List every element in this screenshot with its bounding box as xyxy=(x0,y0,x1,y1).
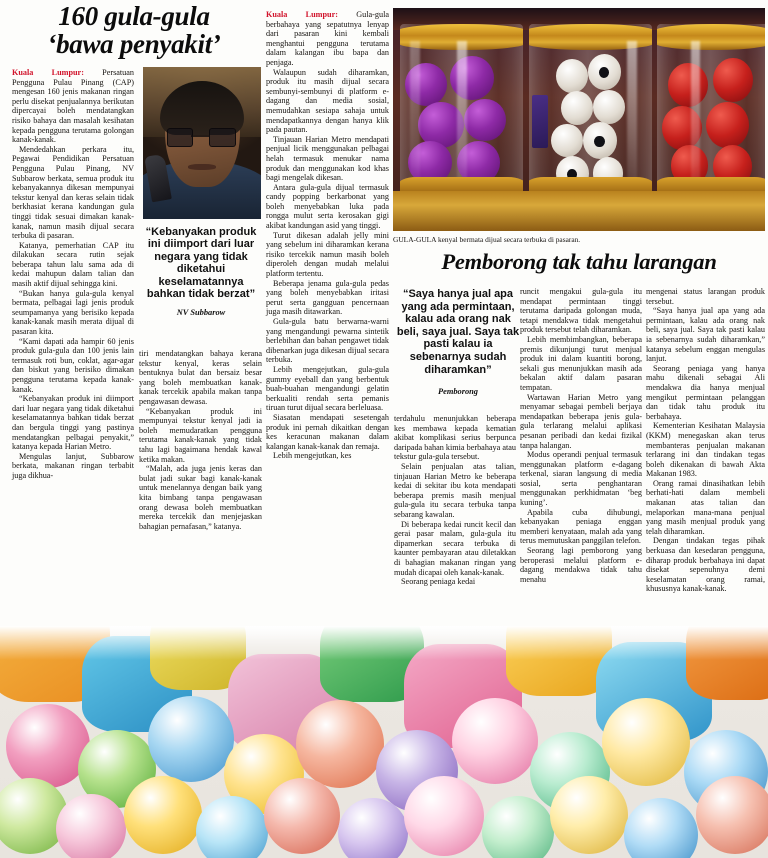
candy-piece xyxy=(452,698,538,784)
paragraph: tiri mendatangkan bahaya kerana tekstur kenyal, keras selain bentuknya bulat dan bersaiz besar yang boleh membuatkan kanak-kanak tercekik apabila makan tanpa pengawasan dewasa. xyxy=(139,349,262,406)
paragraph: Lebih mengejutkan, gula-gula gummy eyeball dan yang berbentuk buah-buahan mengandungi gelatin berkualiti rendah serta pemanis tiruan turut dijual secara berleluasa. xyxy=(266,364,389,413)
paragraph: Apabila cuba dihubungi, kebanyakan peniaga enggan memberi kenyataan, malah ada yang terus memutuskan panggilan telefon. xyxy=(520,507,642,546)
pull-quote-attribution: Pemborong xyxy=(437,387,478,397)
candy-piece xyxy=(602,698,690,786)
story-one-column-2 xyxy=(139,349,262,531)
paragraph: Gula-gula batu berwarna-warni yang mengandungi pewarna sintetik berlebihan dan bahan pengawet tidak dibenarkan juga dikesan dijual secara terbuka. xyxy=(266,317,389,365)
candy-piece xyxy=(404,776,484,856)
paragraph: Seorang lagi pemborong yang beroperasi melalui platform e-dagang mendakwa tidak tahu menahu xyxy=(520,546,642,584)
dateline: Kuala Lumpur: xyxy=(12,68,84,77)
candy-piece xyxy=(551,124,583,158)
paragraph: “Saya hanya jual apa yang ada permintaan, kalau ada orang nak beli, saya jual. Saya tak pasti kalau ia sebenarnya sudah diharamkan,” katanya sebelum enggan mengulas lanjut. xyxy=(646,306,765,364)
story-two-column-1 xyxy=(394,414,516,587)
paragraph: Mendedahkan perkara itu, Pegawai Pendidikan Persatuan Pengguna Pulau Pinang, NV Subbarow berkata, semua produk itu kebanyakannya dikesan mempunyai tekstur kenyal dan keras selain tidak berkhasiat kerana kandungan gula tinggi tidak sesuai dimakan kanak-kanak, namun masih dijual secara terbuka di pasaran. xyxy=(12,144,134,241)
paragraph: Lebih membimbangkan, beberapa premis dikunjungi turut menjual produk ini dalam kuantiti borong, sekali gus menunjukkan masih ada bekalan aktif dalam pasaran tempatan. xyxy=(520,334,642,392)
candy-piece xyxy=(561,91,593,125)
paragraph: Dengan tindakan tegas pihak berkuasa dan kesedaran pengguna, diharap produk berbahaya ini dapat disekat sepenuhnya demi keselamatan orang ramai, khususnya kanak-kanak. xyxy=(646,536,765,594)
jar-glare xyxy=(410,41,420,184)
portrait-glasses-left-lens xyxy=(167,128,194,147)
candy-piece xyxy=(624,798,698,858)
candy-piece xyxy=(550,776,628,854)
paragraph: Seorang peniaga kedai xyxy=(401,577,476,587)
candy-piece xyxy=(668,63,708,108)
bottom-candy-photo xyxy=(0,626,768,858)
paragraph: Katanya, pemerhatian CAP itu dilakukan secara rutin sejak beberapa tahun lalu sama ada di kedai mahupun dalam talian dan masih aktif dijual sehingga kini. xyxy=(12,240,134,289)
candy-piece xyxy=(56,794,126,858)
pull-quote-attribution: NV Subbarow xyxy=(176,308,226,318)
candy-piece xyxy=(296,700,384,788)
dateline: Kuala Lumpur: xyxy=(266,10,338,19)
paragraph: Di beberapa kedai runcit kecil dan gerai pasar malam, gula-gula itu dipamerkan secara terbuka di kaunter pembayaran atau diletakkan di bahagian makanan ringan yang mudah dicapai oleh kanak-kanak. xyxy=(394,519,516,577)
portrait-mouth xyxy=(188,164,216,170)
paragraph: Seorang peniaga yang hanya mahu dikenali sebagai Ali mendakwa dia hanya menjual mengikut permintaan pelanggan dan tidak tahu produk itu berbahaya. xyxy=(646,363,765,421)
jar-lid xyxy=(657,24,765,51)
paragraph: Turut dikesan adalah jelly mini yang sebelum ini diharamkan kerana risiko tercekik namun masih boleh diperoleh dengan mudah melalui platform tertentu. xyxy=(266,230,389,279)
paragraph-text: Gula-gula berbahaya yang sepatutnya lenyap dari pasaran kini kembali menghantui pengguna terutama dalam kalangan ibu bapa dan penjaga. xyxy=(266,10,389,67)
paragraph: “Bukan hanya gula-gula kenyal bermata, pelbagai lagi jenis produk seumpamanya yang berisiko kepada kanak-kanak masih merata dijual di pasaran kita. xyxy=(12,288,134,337)
candy-piece xyxy=(464,99,506,142)
candy-piece xyxy=(706,102,748,148)
pull-quote-text: “Saya hanya jual apa yang ada permintaan, kalau ada orang nak beli, saya jual. Saya tak pasti kalau ia sebenarnya sudah diharamkan” xyxy=(396,288,520,376)
paragraph: Mengulas lanjut, Subbarow berkata, makanan ringan terbabit juga dikhua- xyxy=(12,451,134,480)
paragraph: terdahulu menunjukkan beberapa kes membawa kepada kematian akibat komplikasi serius berpunca daripada bahan kimia berbahaya atau tekstur gula-gula tersebut. xyxy=(394,414,516,462)
photo-bottom-shelf xyxy=(393,191,765,231)
paragraph: runcit mengakui gula-gula itu mendapat permintaan tinggi terutama daripada golongan muda, tetapi mendakwa tidak mengetahui produk tersebut telah diharamkan. xyxy=(520,287,642,335)
candy-piece xyxy=(593,90,625,124)
paragraph: Wartawan Harian Metro yang menyamar sebagai pembeli berjaya mendapatkan beberapa jenis gula-gula terlarang melalui aplikasi pesanan peribadi dan kedai fizikal tanpa halangan. xyxy=(520,392,642,450)
eyeball-iris xyxy=(594,136,605,148)
pull-quote-pemborong xyxy=(396,288,520,399)
candy-piece xyxy=(583,122,617,159)
candy-jar-eyeball xyxy=(529,24,652,202)
eyeball-iris xyxy=(599,67,609,78)
candy-jar-purple xyxy=(400,24,523,202)
candy-piece xyxy=(264,778,340,854)
jar-glare xyxy=(457,41,467,184)
story-one-column-3 xyxy=(266,10,389,461)
paragraph: Modus operandi penjual termasuk menggunakan platform e-dagang terkenal, siaran langsung di media sosial, serta penghantaran menggunakan perkhidmatan ‘beg kuning’. xyxy=(520,450,642,508)
paragraph-with-dateline xyxy=(266,10,389,68)
paragraph: “Kami dapati ada hampir 60 jenis produk gula-gula dan 100 jenis lain termasuk roti bun, coklat, agar-agar dan biskut yang berisiko dimakan pengguna terutama kepada kanak-kanak. xyxy=(12,336,134,394)
paragraph: Lebih mengejutkan, kes xyxy=(273,451,352,461)
candy-piece xyxy=(556,59,588,93)
candy-piece xyxy=(588,54,621,90)
pull-quote-subbarow xyxy=(138,226,264,320)
story-two-column-2 xyxy=(520,287,642,584)
portrait-glasses-right-lens xyxy=(209,128,236,147)
headline-line-1: 160 gula-gula xyxy=(58,1,210,31)
eyeball-pupil xyxy=(596,65,611,81)
paragraph: Selain penjualan atas talian, tinjauan Harian Metro ke beberapa kedai di sekitar ibu kota mendapati beberapa premis masih menjual gula-gula itu secara terbuka tanpa sebarang kawalan. xyxy=(394,461,516,519)
paragraph: Walaupun sudah diharamkan, produk itu masih dijual secara sembunyi-sembunyi di platform e-dagang dan media sosial, memudahkan sesiapa sahaja untuk mendapatkannya dengan hanya klik pada pautan. xyxy=(266,67,389,135)
eyeball-pupil xyxy=(592,133,608,150)
photo-fade xyxy=(0,626,768,660)
jar-glare xyxy=(691,41,700,184)
portrait-photo-subbarow xyxy=(143,67,261,219)
candy-piece xyxy=(124,776,202,854)
page-title xyxy=(8,2,260,58)
paragraph: Kementerian Kesihatan Malaysia (KKM) menegaskan akan terus membanteras penjualan makanan terlarang ini dan tindakan tegas boleh dikenakan di bawah Akta Makanan 1983. xyxy=(646,421,765,479)
paragraph: “Malah, ada juga jenis keras dan bulat jadi sukar bagi kanak-kanak untuk menelannya dengan baik yang kita bimbang tanpa pengawasan orang dewasa boleh membuatkan mereka tercekik dan menjejaskan bahagian pernafasan,” katanya. xyxy=(139,464,262,531)
headline-line-2: ‘bawa penyakit’ xyxy=(47,29,221,59)
paragraph: “Kebanyakan produk ini mempunyai tekstur kenyal jadi ia boleh memudaratkan pengguna terutama kanak-kanak yang tidak tahu lagi bagaimana hendak kawal ketika makan. xyxy=(139,406,262,464)
candy-piece xyxy=(713,58,753,103)
portrait-glasses-bridge xyxy=(191,135,209,137)
candy-piece xyxy=(148,696,234,782)
story-two-column-3 xyxy=(646,287,765,594)
paragraph: Antara gula-gula dijual termasuk candy popping berkarbonat yang boleh menyebabkan luka pada rongga mulut serta kerosakan gigi akibat kandungan asid yang tinggi. xyxy=(266,182,389,231)
photo-caption-jars: GULA-GULA kenyal bermata dijual secara terbuka di pasaran. xyxy=(393,235,581,244)
secondary-page-title: Pemborong tak tahu larangan xyxy=(441,249,717,274)
paragraph-text: Persatuan Pengguna Pulau Pinang (CAP) mengesan 160 jenis makanan ringan perlu disekat penjualannya berikutan dipercayai boleh mendatangkan risiko bahaya dan masalah kesihatan kepada pengguna terutama golongan kanak-kanak. xyxy=(12,68,134,145)
candy-jars-photo xyxy=(393,8,765,231)
paragraph: Tinjauan Harian Metro mendapati penjual licik menggunakan pelbagai helah termasuk menukar nama produk dan menggunakan kod khas bagi mengelak dikesan. xyxy=(266,134,389,183)
candy-piece xyxy=(482,796,554,858)
paragraph: Siasatan mendapati sesetengah produk ini pernah dikaitkan dengan kes keracunan makanan dalam kalangan kanak-kanak dan remaja. xyxy=(266,412,389,451)
candy-piece xyxy=(696,776,768,854)
paragraph-with-dateline xyxy=(12,68,134,145)
paragraph: Beberapa jenama gula-gula pedas yang boleh menyebabkan iritasi perut serta gangguan pencernaan juga masih ditawarkan. xyxy=(266,278,389,317)
story-one-column-1 xyxy=(12,68,134,481)
candy-jar-red xyxy=(657,24,765,202)
candy-piece xyxy=(6,704,90,788)
jar-glare xyxy=(627,41,637,184)
paragraph: Orang ramai dinasihatkan lebih berhati-hati dalam membeli makanan atas talian dan melaporkan mana-mana penjual yang masih menjual produk yang telah diharamkan. xyxy=(646,478,765,536)
pull-quote-text: “Kebanyakan produk ini diimport dari luar negara yang tidak diketahui keselamatannya bahkan tidak berzat” xyxy=(145,226,257,301)
candy-piece xyxy=(196,796,268,858)
paragraph: “Kebanyakan produk ini diimport dari luar negara yang tidak diketahui keselamatannya bahkan tidak berzat dan bergula tinggi yang pastinya mendatangkan pelbagai penyakit,” katanya kepada Harian Metro. xyxy=(12,394,134,452)
price-tag xyxy=(532,95,548,149)
paragraph: mengenai status larangan produk tersebut. xyxy=(646,287,765,306)
